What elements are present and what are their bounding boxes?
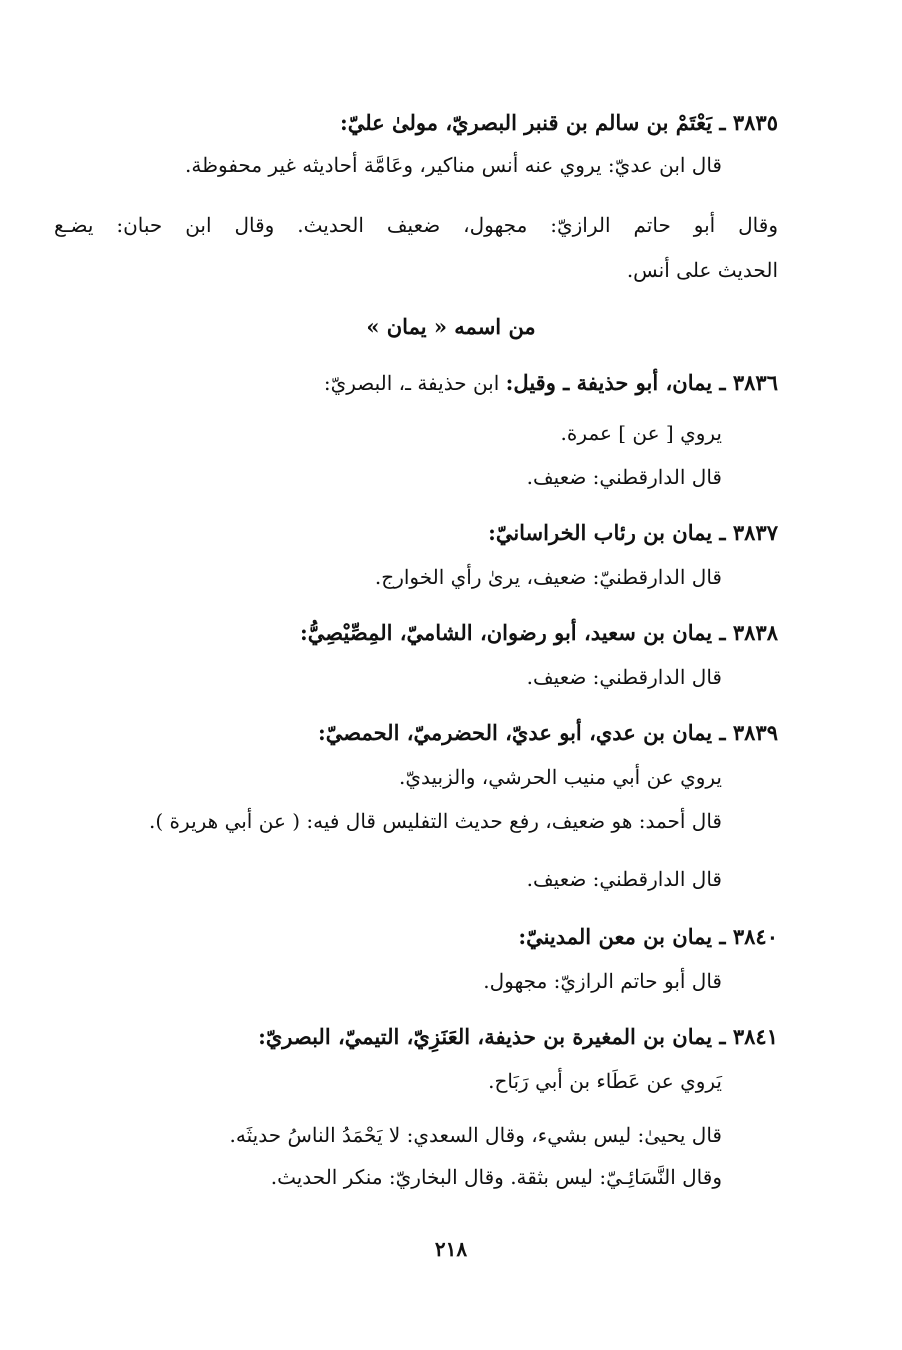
entry-heading-3841: ٣٨٤١ ـ يمان بن المغيرة بن حذيفة، العَنَزِيّ، التيميّ، البصريّ:	[258, 1024, 778, 1049]
section-title: من اسمه « يمان »	[366, 314, 536, 339]
entry-heading-3836: ٣٨٣٦ ـ يمان، أبو حذيفة ـ وقيل: ابن حذيفة ـ، البصريّ:	[323, 370, 778, 395]
entry-name: يمان بن المغيرة بن حذيفة، العَنَزِيّ، التيميّ، البصريّ:	[258, 1024, 713, 1049]
entry-name: يمان بن رئاب الخراسانيّ:	[488, 520, 713, 545]
entry-heading-3840: ٣٨٤٠ ـ يمان بن معن المدينيّ:	[518, 924, 778, 949]
entry-line: يروي [ عن ] عمرة.	[560, 421, 722, 445]
entry-number: ٣٨٣٥	[732, 110, 778, 135]
entry-number: ٣٨٤١	[732, 1024, 778, 1049]
entry-name: يَعْتَمْ بن سالم بن قنبر البصريّ، مولىٰ عليّ:	[339, 110, 713, 135]
entry-number: ٣٨٣٦	[732, 370, 778, 395]
entry-number: ٣٨٣٩	[732, 720, 778, 745]
entry-line: الحديث على أنس.	[626, 258, 778, 282]
entry-line: قال الدارقطني: ضعيف.	[526, 867, 722, 891]
entry-name-rest: ابن حذيفة ـ، البصريّ:	[323, 371, 500, 395]
entry-line: قال الدارقطنيّ: ضعيف، يرىٰ رأي الخوارج.	[374, 565, 722, 589]
entry-heading-3835: ٣٨٣٥ ـ يَعْتَمْ بن سالم بن قنبر البصريّ، مولىٰ عليّ:	[339, 110, 778, 135]
entry-line: وقال النَّسَائِـيّ: ليس بثقة. وقال البخاريّ: منكر الحديث.	[270, 1165, 722, 1189]
entry-name: يمان بن معن المدينيّ:	[518, 924, 713, 949]
entry-name: يمان، أبو حذيفة ـ وقيل:	[505, 370, 713, 395]
entry-heading-3838: ٣٨٣٨ ـ يمان بن سعيد، أبو رضوان، الشاميّ، المِصِّيْصِيُّ:	[300, 620, 778, 645]
entry-line: يروي عن أبي منيب الحرشي، والزبيديّ.	[398, 765, 722, 789]
entry-heading-3839: ٣٨٣٩ ـ يمان بن عدي، أبو عديّ، الحضرميّ، الحمصيّ:	[318, 720, 778, 745]
entry-number: ٣٨٤٠	[732, 924, 778, 949]
entry-line: يَروي عن عَطَاء بن أبي رَبَاح.	[488, 1069, 722, 1093]
entry-line: قال أبو حاتم الرازيّ: مجهول.	[483, 969, 722, 993]
entry-name: يمان بن سعيد، أبو رضوان، الشاميّ، المِصِّيْصِيُّ:	[300, 620, 713, 645]
page-number: ٢١٨	[434, 1237, 468, 1261]
entry-line: قال يحيىٰ: ليس بشيء، وقال السعدي: لا يَحْمَدُ الناسُ حديثَه.	[229, 1123, 722, 1147]
entry-line: قال ابن عديّ: يروي عنه أنس مناكير، وعَامَّة أحاديثه غير محفوظة.	[184, 153, 722, 177]
entry-line: قال الدارقطني: ضعيف.	[526, 465, 722, 489]
entry-line: قال الدارقطني: ضعيف.	[526, 665, 722, 689]
entry-line: وقال أبو حاتم الرازيّ: مجهول، ضعيف الحديث. وقال ابن حبان: يضـع	[54, 213, 778, 237]
entry-name: يمان بن عدي، أبو عديّ، الحضرميّ، الحمصيّ:	[318, 720, 713, 745]
entry-number: ٣٨٣٧	[732, 520, 778, 545]
entry-number: ٣٨٣٨	[732, 620, 778, 645]
entry-line: قال أحمد: هو ضعيف، رفع حديث التفليس قال فيه: ( عن أبي هريرة ).	[149, 809, 722, 833]
entry-heading-3837: ٣٨٣٧ ـ يمان بن رئاب الخراسانيّ:	[488, 520, 778, 545]
